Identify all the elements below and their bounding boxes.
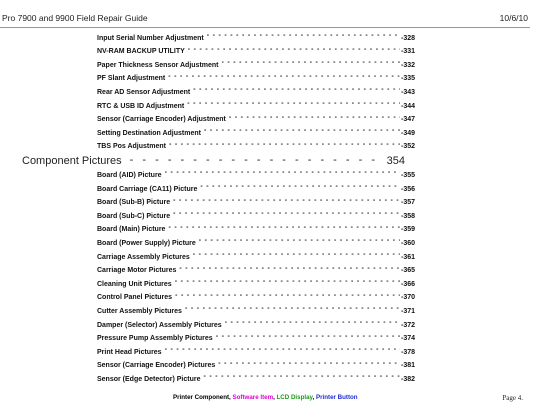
dot-leader (203, 374, 400, 384)
toc-entry[interactable] (97, 45, 415, 59)
dot-leader (188, 47, 400, 57)
toc-entry[interactable] (97, 345, 415, 359)
dot-leader (193, 252, 400, 262)
toc-entry[interactable] (97, 99, 415, 113)
toc-entry-page: -365 (400, 267, 415, 275)
toc-entry[interactable] (97, 182, 415, 196)
dot-leader (175, 279, 400, 289)
dot-leader (175, 293, 400, 303)
toc-entry-page: -372 (400, 321, 415, 329)
toc-entry[interactable] (97, 168, 415, 182)
dot-leader (169, 142, 400, 152)
dot-leader (229, 115, 400, 125)
toc-entry-page: -347 (400, 116, 415, 124)
toc-entry[interactable] (97, 72, 415, 86)
dot-leader (185, 306, 400, 316)
toc-entry[interactable] (97, 359, 415, 373)
toc-entry-label: Setting Destination Adjustment (97, 129, 201, 137)
toc-entry-label: Carriage Motor Pictures (97, 267, 177, 275)
toc-entry-label: Cutter Assembly Pictures (97, 307, 182, 315)
toc-entry-label: Control Panel Pictures (97, 294, 173, 302)
toc-entry-label: Cleaning Unit Pictures (97, 280, 172, 288)
toc-entry-page: -357 (400, 199, 415, 207)
dot-leader (207, 33, 400, 43)
toc-entry[interactable] (97, 304, 415, 318)
toc-entry-page: -335 (400, 75, 415, 83)
toc-entry-label: RTC & USB ID Adjustment (97, 102, 185, 110)
toc-entry-page: -378 (400, 348, 415, 356)
toc-entry-label: Board (Sub-C) Picture (97, 212, 171, 220)
toc-entry-page: -332 (400, 61, 415, 69)
toc-entry-label: Board Carriage (CA11) Picture (97, 185, 198, 193)
dot-leader (168, 74, 400, 84)
toc-entry-page: -349 (400, 129, 415, 137)
legend-separator: , (229, 394, 233, 401)
toc-entry[interactable] (97, 58, 415, 72)
header-divider (0, 27, 530, 28)
page-header (0, 13, 535, 27)
toc-entry-label: Sensor (Edge Detector) Picture (97, 375, 201, 383)
toc-entry-label: Sensor (Carriage Encoder) Pictures (97, 362, 216, 370)
dot-leader (218, 361, 400, 371)
color-legend (173, 394, 358, 401)
toc-entry-label: PF Slant Adjustment (97, 75, 166, 83)
dot-leader (179, 266, 400, 276)
toc-entry-label: Component Pictures (22, 155, 122, 168)
toc-entry-label: Board (Power Supply) Picture (97, 239, 196, 247)
toc-entry[interactable] (97, 223, 415, 237)
dot-leader (199, 238, 400, 248)
dot-leader (165, 170, 400, 180)
dot-leader (173, 198, 400, 208)
toc-entry-page: -374 (400, 335, 415, 343)
toc-entry-page: -360 (400, 239, 415, 247)
toc-entry-page: -356 (400, 185, 415, 193)
toc-entry-page: -366 (400, 280, 415, 288)
toc-entry-page: -331 (400, 48, 415, 56)
toc-entry-label: Paper Thickness Sensor Adjustment (97, 61, 219, 69)
dot-leader (168, 225, 400, 235)
dot-leader (204, 128, 400, 138)
legend-separator: , (273, 394, 277, 401)
dot-leader (130, 154, 383, 168)
legend-separator: , (312, 394, 316, 401)
dot-leader (173, 211, 400, 221)
dot-leader (200, 184, 400, 194)
toc-entry[interactable] (97, 277, 415, 291)
dot-leader (187, 101, 400, 111)
toc-entry[interactable] (97, 291, 415, 305)
dot-leader (225, 320, 400, 330)
toc-entry[interactable] (97, 318, 415, 332)
toc-entry-page: -343 (400, 88, 415, 96)
toc-section-entry[interactable] (22, 153, 415, 169)
toc-entry[interactable] (97, 126, 415, 140)
toc-entry-page: -381 (400, 362, 415, 370)
toc-entry-page: -355 (400, 171, 415, 179)
dot-leader (165, 347, 400, 357)
toc-entry[interactable] (97, 85, 415, 99)
dot-leader (222, 60, 400, 70)
toc-entry-label: Input Serial Number Adjustment (97, 34, 204, 42)
toc-entry-label: Board (AID) Picture (97, 171, 162, 179)
legend-item: LCD Display (276, 394, 313, 401)
toc-entry[interactable] (97, 196, 415, 210)
toc-entry-page: -344 (400, 102, 415, 110)
toc-entry-label: NV-RAM BACKUP UTILITY (97, 48, 185, 56)
toc-entry-page: -370 (400, 294, 415, 302)
toc-entry[interactable] (97, 209, 415, 223)
toc-entry[interactable] (97, 31, 415, 45)
toc-entry-page: -358 (400, 212, 415, 220)
toc-entry-page: -359 (400, 226, 415, 234)
legend-item: Printer Component (173, 394, 230, 401)
toc-entry-label: Carriage Assembly Pictures (97, 253, 190, 261)
page-number: Page 4. (502, 394, 523, 402)
toc-entry-page: -361 (400, 253, 415, 261)
document-title: Pro 7900 and 9900 Field Repair Guide (2, 13, 148, 23)
toc-entry-label: Board (Main) Picture (97, 226, 166, 234)
document-date: 10/6/10 (499, 13, 528, 23)
dot-leader (193, 87, 400, 97)
toc-entry-page: -371 (400, 307, 415, 315)
toc-entry-label: Damper (Selector) Assembly Pictures (97, 321, 222, 329)
toc-entry[interactable] (97, 264, 415, 278)
toc-entry[interactable] (97, 236, 415, 250)
toc-entry-page: -328 (400, 34, 415, 42)
dot-leader (216, 334, 400, 344)
legend-item: Printer Button (315, 394, 358, 401)
toc-entry[interactable] (97, 250, 415, 264)
toc-entry-page: 354 (386, 155, 405, 168)
toc-entry[interactable] (97, 113, 415, 127)
legend-item: Software Item (232, 394, 274, 401)
toc-entry[interactable] (97, 140, 415, 154)
toc-entry-label: Sensor (Carriage Encoder) Adjustment (97, 116, 226, 124)
page-footer (0, 394, 535, 406)
toc-entry-page: -382 (400, 375, 415, 383)
toc-entry-label: TBS Pos Adjustment (97, 143, 166, 151)
toc-entry-label: Rear AD Sensor Adjustment (97, 88, 191, 96)
toc-entry[interactable] (97, 372, 415, 386)
toc-entry-label: Board (Sub-B) Picture (97, 199, 171, 207)
toc-entry-page: -352 (400, 143, 415, 151)
toc-entry-label: Pressure Pump Assembly Pictures (97, 335, 213, 343)
toc-entry-label: Print Head Pictures (97, 348, 162, 356)
toc-entry[interactable] (97, 332, 415, 346)
